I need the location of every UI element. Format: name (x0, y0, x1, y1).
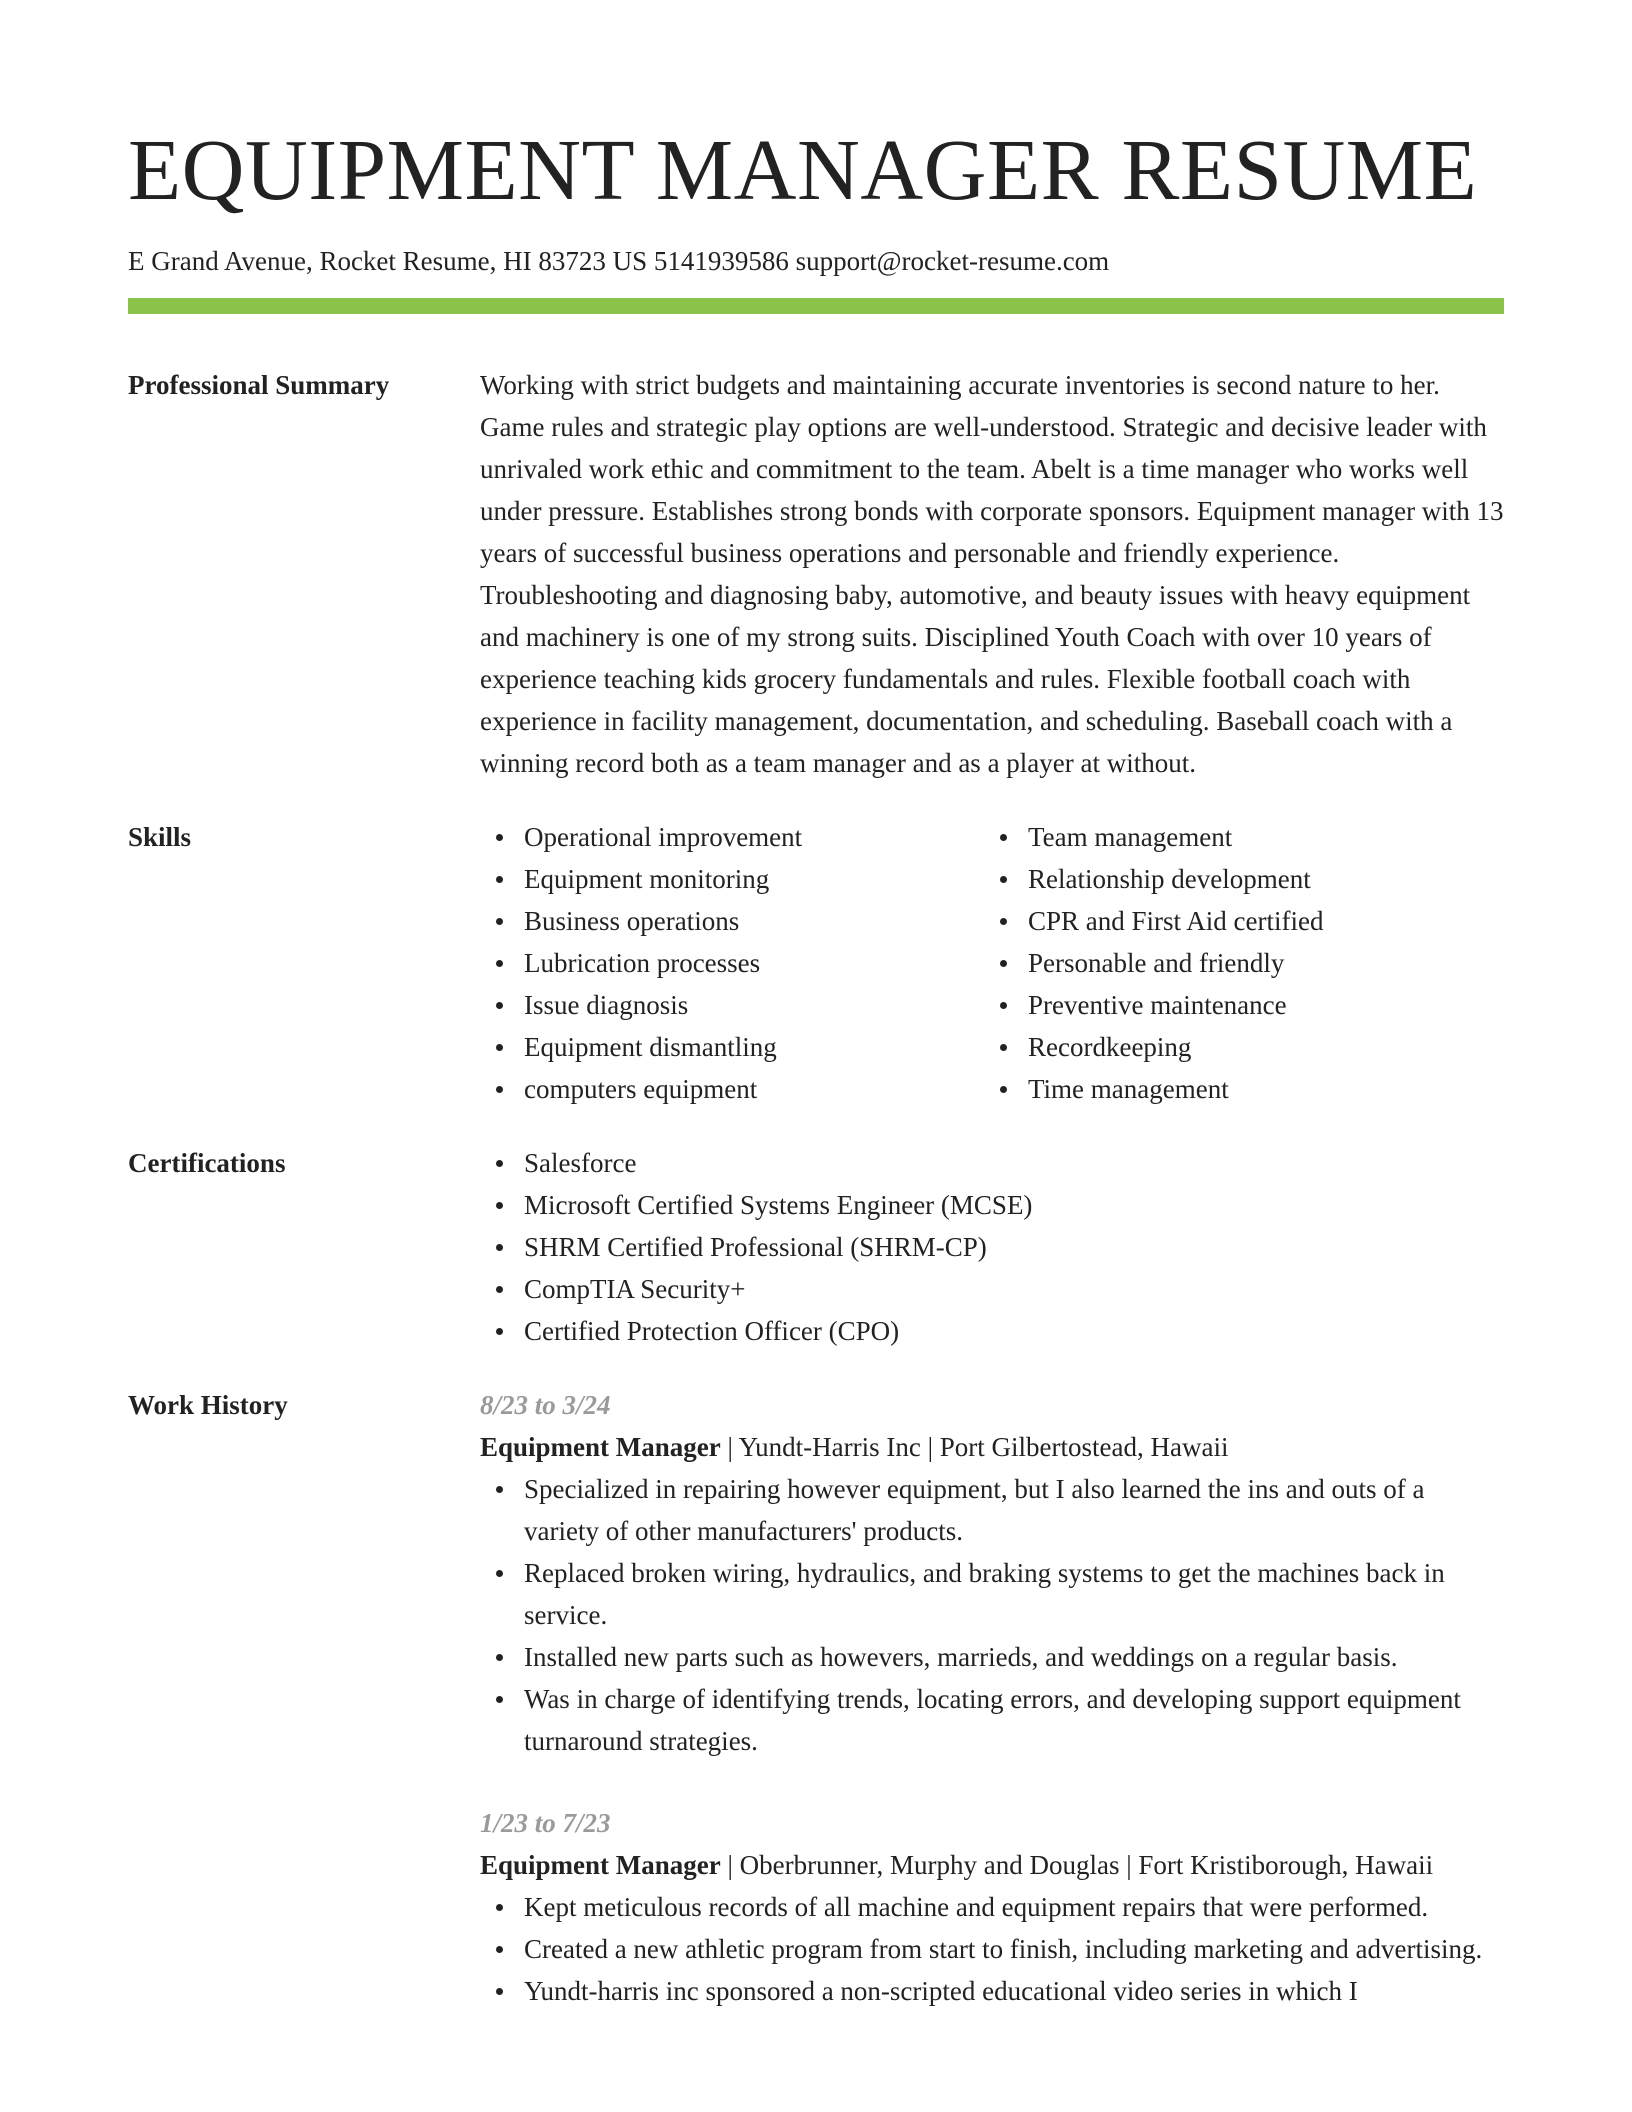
job-bullet: Installed new parts such as howevers, marrieds, and weddings on a regular basis. (524, 1636, 1504, 1678)
skill-item: Relationship development (1028, 858, 1488, 900)
summary-text: Working with strict budgets and maintaining accurate inventories is second nature to her. Game rules and strategic play options are well-understood. Strategic and decisive leader with unrivaled work ethic and commitment to the team. Abelt is a time manager who works well under pressure. Establishes strong bonds with corporate sponsors. Equipment manager with 13 years of successful business operations and personable and friendly experience. Troubleshooting and diagnosing baby, automotive, and beauty issues with heavy equipment and machinery is one of my strong suits. Disciplined Youth Coach with over 10 years of experience teaching kids grocery fundamentals and rules. Flexible football coach with experience in facility management, documentation, and scheduling. Baseball coach with a winning record both as a team manager and as a player at without. (480, 370, 1504, 778)
job-dates: 1/23 to 7/23 (480, 1808, 611, 1838)
certifications-list (480, 1142, 1504, 1352)
job-bullet: Replaced broken wiring, hydraulics, and braking systems to get the machines back in service. (524, 1552, 1504, 1636)
certifications-section (128, 1142, 1504, 1352)
skill-item: Preventive maintenance (1028, 984, 1488, 1026)
skill-item: Equipment monitoring (524, 858, 984, 900)
job-entry (480, 1384, 1504, 1762)
skill-item: Equipment dismantling (524, 1026, 984, 1068)
section-label-summary: Professional Summary (128, 370, 390, 400)
job-bullet-list (480, 1468, 1504, 1762)
skill-item: Personable and friendly (1028, 942, 1488, 984)
certification-item: SHRM Certified Professional (SHRM-CP) (524, 1226, 1504, 1268)
skills-list-left (480, 816, 984, 1110)
skill-item: Issue diagnosis (524, 984, 984, 1026)
work-history-section (128, 1384, 1504, 2012)
job-employer-location: | Oberbrunner, Murphy and Douglas | Fort Kristiborough, Hawaii (720, 1850, 1434, 1880)
work-history-body (480, 1384, 1504, 2012)
section-label-certifications: Certifications (128, 1148, 286, 1178)
skill-item: CPR and First Aid certified (1028, 900, 1488, 942)
skill-item: Operational improvement (524, 816, 984, 858)
resume-page (128, 0, 1504, 2012)
section-label-work-history: Work History (128, 1390, 288, 1420)
job-title: Equipment Manager (480, 1432, 721, 1462)
skill-item: Team management (1028, 816, 1488, 858)
resume-title: EQUIPMENT MANAGER RESUME (128, 121, 1478, 218)
skills-section (128, 816, 1504, 1110)
skill-item: computers equipment (524, 1068, 984, 1110)
job-bullet-list (480, 1886, 1504, 2012)
skills-list-right (984, 816, 1488, 1110)
certification-item: CompTIA Security+ (524, 1268, 1504, 1310)
header-divider (128, 298, 1504, 314)
contact-line: E Grand Avenue, Rocket Resume, HI 83723 US 5141939586 support@rocket-resume.com (128, 246, 1110, 276)
job-title: Equipment Manager (480, 1850, 721, 1880)
job-bullet: Kept meticulous records of all machine and equipment repairs that were performed. (524, 1886, 1504, 1928)
job-bullet: Specialized in repairing however equipment, but I also learned the ins and outs of a variety of other manufacturers' products. (524, 1468, 1504, 1552)
certification-item: Certified Protection Officer (CPO) (524, 1310, 1504, 1352)
job-heading (480, 1844, 1504, 1886)
section-label-skills: Skills (128, 822, 192, 852)
skill-item: Recordkeeping (1028, 1026, 1488, 1068)
job-entry (480, 1802, 1504, 2012)
skill-item: Business operations (524, 900, 984, 942)
professional-summary-section (128, 364, 1504, 784)
skill-item: Time management (1028, 1068, 1488, 1110)
skills-column-left (480, 816, 984, 1110)
job-employer-location: | Yundt-Harris Inc | Port Gilbertostead, Hawaii (720, 1432, 1229, 1462)
skills-columns (480, 816, 1504, 1110)
skills-body (480, 816, 1504, 1110)
job-dates: 8/23 to 3/24 (480, 1390, 611, 1420)
job-bullet: Created a new athletic program from start to finish, including marketing and advertising. (524, 1928, 1504, 1970)
skill-item: Lubrication processes (524, 942, 984, 984)
job-heading (480, 1426, 1504, 1468)
certifications-body (480, 1142, 1504, 1352)
certification-item: Microsoft Certified Systems Engineer (MCSE) (524, 1184, 1504, 1226)
job-bullet: Was in charge of identifying trends, locating errors, and developing support equipment turnaround strategies. (524, 1678, 1504, 1762)
certification-item: Salesforce (524, 1142, 1504, 1184)
skills-column-right (984, 816, 1488, 1110)
job-bullet: Yundt-harris inc sponsored a non-scripted educational video series in which I (524, 1970, 1504, 2012)
